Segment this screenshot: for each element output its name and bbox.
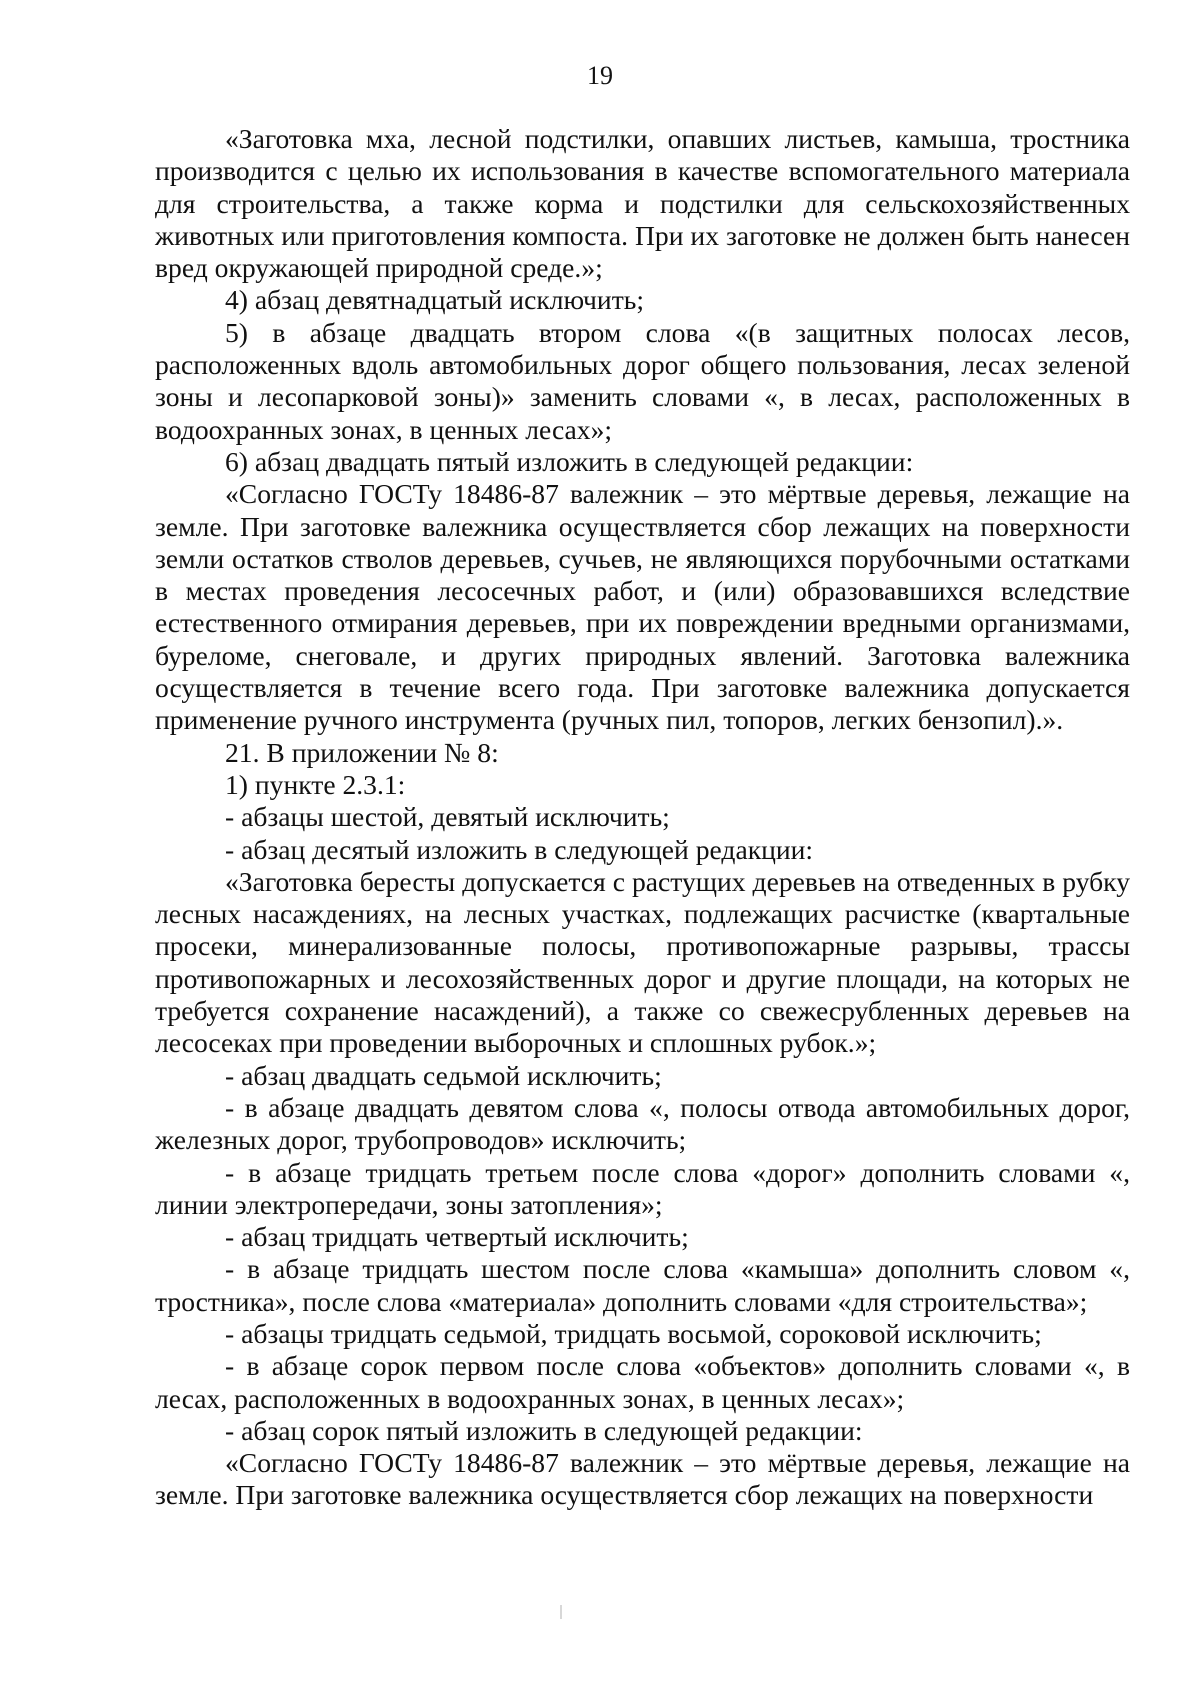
paragraph-2: 4) абзац девятнадцатый исключить; (225, 284, 645, 316)
paragraph-18: - абзац сорок пятый изложить в следующей редакции: (225, 1414, 863, 1446)
paragraph-8: - абзацы шестой, девятый исключить; (225, 801, 670, 833)
paragraph-19: «Согласно ГОСТу 18486-87 валежник – это мёртвые деревья, лежащие на земле. При заготовке валежника осуществляется сбор лежащих на поверхности (155, 1447, 1130, 1511)
paragraph-3: 5) в абзаце двадцать втором слова «(в защитных полосах лесов, расположенных вдоль автомобильных дорог общего пользования, лесах зеленой зоны и лесопарковой зоны)» заменить словами «, в лесах, расположенных в водоохранных зонах, в ценных лесах»; (155, 316, 1130, 445)
paragraph-14: - абзац тридцать четвертый исключить; (225, 1221, 689, 1253)
paragraph-6: 21. В приложении № 8: (225, 736, 499, 768)
paragraph-13: - в абзаце тридцать третьем после слова «дорог» дополнить словами «, линии электропередачи, зоны затопления»; (155, 1156, 1130, 1220)
paragraph-4: 6) абзац двадцать пятый изложить в следующей редакции: (225, 445, 914, 477)
page-number: 19 (587, 61, 613, 90)
paragraph-12: - в абзаце двадцать девятом слова «, полосы отвода автомобильных дорог, железных дорог, трубопроводов» исключить; (155, 1091, 1130, 1156)
paragraph-17: - в абзаце сорок первом после слова «объектов» дополнить словами «, в лесах, расположенных в водоохранных зонах, в ценных лесах»; (155, 1350, 1130, 1414)
paragraph-11: - абзац двадцать седьмой исключить; (225, 1059, 662, 1091)
paragraph-9: - абзац десятый изложить в следующей редакции: (225, 833, 814, 865)
paragraph-5: «Согласно ГОСТу 18486-87 валежник – это мёртвые деревья, лежащие на земле. При заготовке валежника осуществляется сбор лежащих на поверхности земли остатков стволов деревьев, сучьев, не являющихся порубочными остатками в местах проведения лесосечных работ, и (или) образовавшихся вследствие естественного отмирания деревьев, при их повреждении вредными организмами, буреломе, снеговале, и других природных явлений. Заготовка валежника осуществляется в течение всего года. При заготовке валежника допускается применение ручного инструмента (ручных пил, топоров, легких бензопил).». (155, 478, 1130, 736)
scan-mark (560, 1605, 562, 1619)
paragraph-1: «Заготовка мха, лесной подстилки, опавших листьев, камыша, тростника производится с целью их использования в качестве вспомогательного материала для строительства, а также корма и подстилки для сельскохозяйственных животных или приготовления компоста. При их заготовке не должен быть нанесен вред окружающей природной среде.»; (155, 123, 1130, 284)
paragraph-10: «Заготовка бересты допускается с растущих деревьев на отведенных в рубку лесных насаждениях, на лесных участках, подлежащих расчистке (квартальные просеки, минерализованные полосы, противопожарные разрывы, трассы противопожарных и лесохозяйственных дорог и другие площади, на которых не требуется сохранение насаждений), а также со свежесрубленных деревьев на лесосеках при проведении выборочных и сплошных рубок.»; (155, 865, 1130, 1059)
paragraph-15: - в абзаце тридцать шестом после слова «камыша» дополнить словом «, тростника», после слова «материала» дополнить словами «для строительства»; (155, 1253, 1130, 1317)
paragraph-16: - абзацы тридцать седьмой, тридцать восьмой, сороковой исключить; (225, 1317, 1042, 1349)
paragraph-7: 1) пункте 2.3.1: (225, 768, 406, 800)
document-body (155, 123, 1130, 1512)
